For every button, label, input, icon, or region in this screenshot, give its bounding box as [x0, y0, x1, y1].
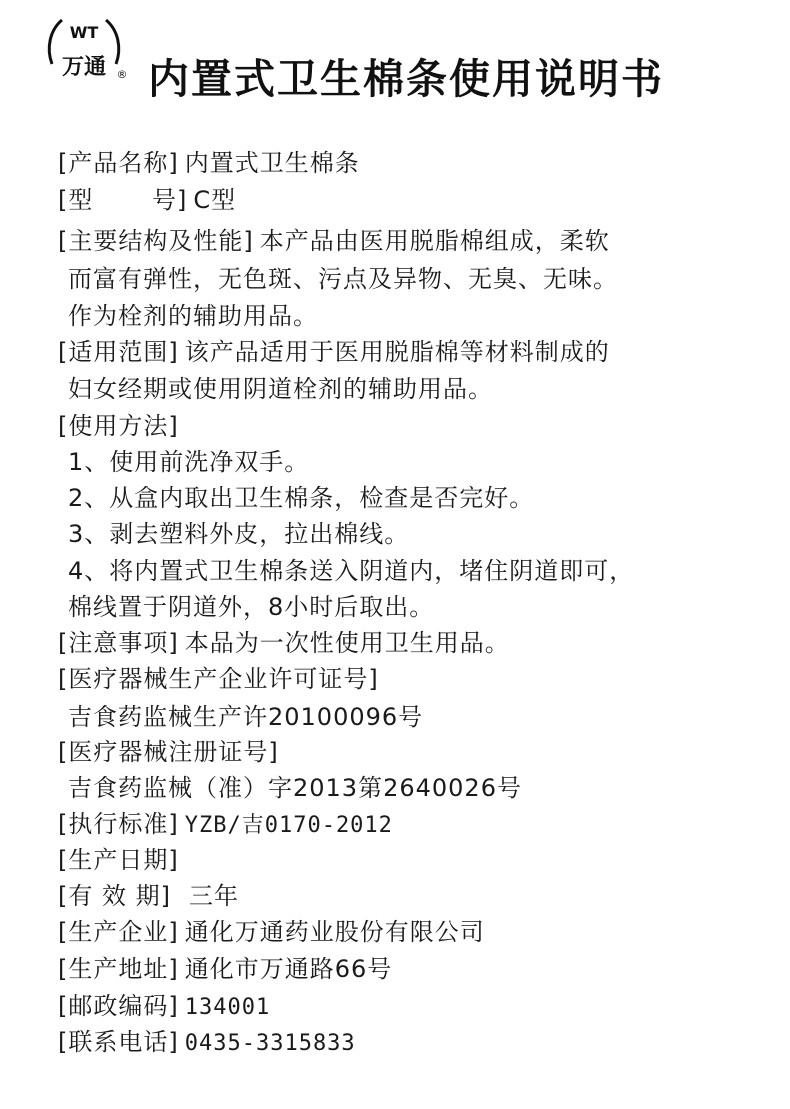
- svg-text:万通: 万通: [61, 55, 107, 80]
- manufacturer-value: 通化万通药业股份有限公司: [184, 918, 485, 946]
- address-value: 通化市万通路66号: [184, 955, 393, 983]
- usage-step-3: 3、剥去塑料外皮，拉出棉线。: [68, 520, 410, 548]
- production-license-label: [医疗器械生产企业许可证号]: [58, 665, 379, 693]
- brand-logo: [42, 12, 126, 92]
- scope-row: [58, 336, 610, 368]
- scope-label: [适用范围]: [58, 338, 179, 366]
- notes-row: [58, 627, 510, 659]
- standard-row: [58, 808, 393, 842]
- registration-label: [医疗器械注册证号]: [58, 738, 279, 766]
- registration-value: 吉食药监械（准）字2013第2640026号: [68, 774, 522, 802]
- phone-row: [58, 1026, 356, 1060]
- production-license-value: 吉食药监械生产许20100096号: [68, 703, 424, 731]
- product-name-row: [58, 147, 360, 179]
- validity-value: 三年: [188, 882, 239, 910]
- standard-value: YZB/吉0170-2012: [184, 813, 393, 838]
- notes-value: 本品为一次性使用卫生用品。: [184, 629, 510, 657]
- usage-step-1: 1、使用前洗净双手。: [68, 448, 310, 476]
- structure-line-3: 作为栓剂的辅助用品。: [68, 302, 318, 330]
- scope-line-2: 妇女经期或使用阴道栓剂的辅助用品。: [68, 375, 493, 403]
- usage-step-4-line-1: 4、将内置式卫生棉条送入阴道内，堵住阴道即可，: [68, 557, 635, 585]
- structure-line-2: 而富有弹性，无色斑、污点及异物、无臭、无味。: [68, 265, 618, 293]
- production-date-label: [生产日期]: [58, 846, 179, 874]
- scope-line-1: 该产品适用于医用脱脂棉等材料制成的: [184, 338, 610, 366]
- phone-value: 0435-3315833: [184, 1031, 356, 1056]
- model-value: C型: [193, 186, 237, 214]
- address-row: [58, 953, 392, 985]
- product-name-value: 内置式卫生棉条: [184, 149, 360, 177]
- validity-row: [58, 880, 239, 912]
- structure-label: [主要结构及性能]: [58, 227, 254, 255]
- product-name-label: [产品名称]: [58, 149, 179, 177]
- page-title: 内置式卫生棉条使用说明书: [148, 55, 664, 103]
- phone-label: [联系电话]: [58, 1028, 179, 1056]
- svg-text:WT: WT: [69, 23, 99, 42]
- address-label: [生产地址]: [58, 955, 179, 983]
- validity-label: [有 效 期]: [58, 882, 171, 910]
- postcode-label: [邮政编码]: [58, 992, 179, 1020]
- usage-label: [使用方法]: [58, 412, 179, 440]
- notes-label: [注意事项]: [58, 629, 179, 657]
- usage-step-4-line-2: 棉线置于阴道外，8小时后取出。: [68, 593, 435, 621]
- usage-step-2: 2、从盒内取出卫生棉条，检查是否完好。: [68, 484, 535, 512]
- structure-line-1: 本产品由医用脱脂棉组成，柔软: [259, 227, 610, 255]
- standard-label: [执行标准]: [58, 810, 179, 838]
- model-row: [58, 184, 236, 216]
- svg-text:®: ®: [116, 68, 128, 81]
- model-label: [型 号]: [58, 186, 188, 214]
- postcode-row: [58, 990, 270, 1024]
- postcode-value: 134001: [184, 995, 271, 1020]
- structure-row: [58, 225, 610, 257]
- manufacturer-label: [生产企业]: [58, 918, 179, 946]
- manufacturer-row: [58, 916, 485, 948]
- production-date-row: [58, 844, 185, 876]
